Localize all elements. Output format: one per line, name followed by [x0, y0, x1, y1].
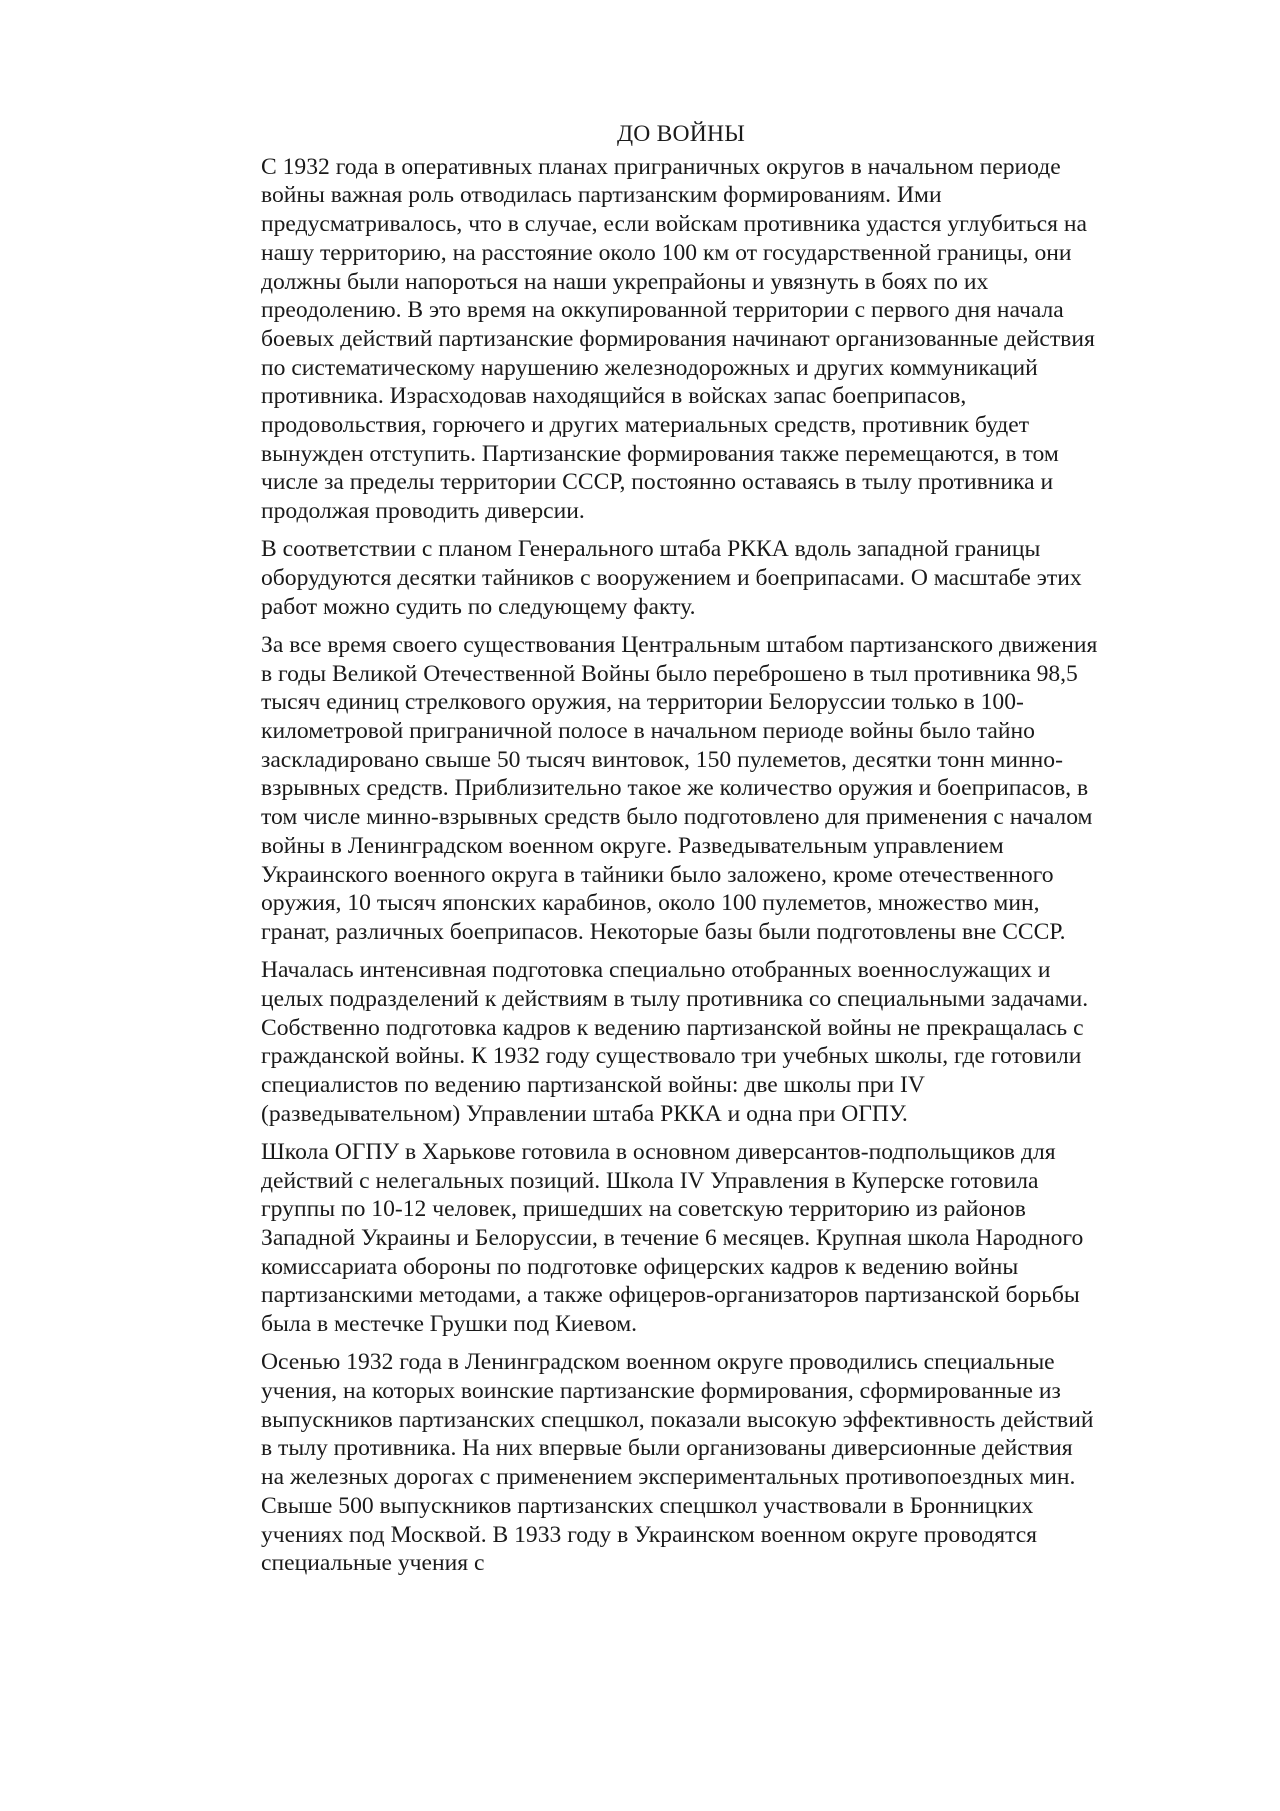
- paragraph: С 1932 года в оперативных планах приграничных округов в начальном периоде войны важная роль отводилась партизанским формированиям. Ими предусматривалось, что в случае, если войскам противника удастся углубиться на нашу территорию, на расстояние около 100 км от государственной границы, они должны были напороться на наши укрепрайоны и увязнуть в боях по их преодолению. В это время на оккупированной территории с первого дня начала боевых действий партизанские формирования начинают организованные действия по систематическому нарушению железнодорожных и других коммуникаций противника. Израсходовав находящийся в войсках запас боеприпасов, продовольствия, горючего и других материальных средств, противник будет вынужден отступить. Партизанские формирования также перемещаются, в том числе за пределы территории СССР, постоянно оставаясь в тылу противника и продолжая проводить диверсии.: [261, 153, 1095, 525]
- paragraph: Началась интенсивная подготовка специально отобранных военнослужащих и целых подразделений к действиям в тылу противника со специальными задачами. Собственно подготовка кадров к ведению партизанской войны не прекращалась с гражданской войны. К 1932 году существовало три учебных школы, где готовили специалистов по ведению партизанской войны: две школы при IV (разведывательном) Управлении штаба РККА и одна при ОГПУ.: [261, 957, 1089, 1127]
- document-body: [261, 120, 1101, 1587]
- document-title: ДО ВОЙНЫ: [616, 121, 746, 147]
- paragraph: Школа ОГПУ в Харькове готовила в основном диверсантов-подпольщиков для действий с нелегальных позиций. Школа IV Управления в Куперске готовила группы по 10-12 человек, пришедших на советскую территорию из районов Западной Украины и Белоруссии, в течение 6 месяцев. Крупная школа Народного комиссариата обороны по подготовке офицерских кадров к ведению войны партизанскими методами, а также офицеров-организаторов партизанской борьбы была в местечке Грушки под Киевом.: [261, 1138, 1084, 1338]
- paragraph: Осенью 1932 года в Ленинградском военном округе проводились специальные учения, на которых воинские партизанские формирования, сформированные из выпускников партизанских спецшкол, показали высокую эффективность действий в тылу противника. На них впервые были организованы диверсионные действия на железных дорогах с применением экспериментальных противопоездных мин. Свыше 500 выпускников партизанских спецшкол участвовали в Бронницких учениях под Москвой. В 1933 году в Украинском военном округе проводятся специальные учения с: [261, 1349, 1094, 1577]
- paragraph: В соответствии с планом Генерального штаба РККА вдоль западной границы оборудуются десятки тайников с вооружением и боеприпасами. О масштабе этих работ можно судить по следующему факту.: [261, 536, 1082, 620]
- paragraph: За все время своего существования Центральным штабом партизанского движения в годы Великой Отечественной Войны было переброшено в тыл противника 98,5 тысяч единиц стрелкового оружия, на территории Белоруссии только в 100-километровой приграничной полосе в начальном периоде войны было тайно заскладировано свыше 50 тысяч винтовок, 150 пулеметов, десятки тонн минно-взрывных средств. Приблизительно такое же количество оружия и боеприпасов, в том числе минно-взрывных средств было подготовлено для применения с началом войны в Ленинградском военном округе. Разведывательным управлением Украинского военного округа в тайники было заложено, кроме отечественного оружия, 10 тысяч японских карабинов, около 100 пулеметов, множество мин, гранат, различных боеприпасов. Некоторые базы были подготовлены вне СССР.: [261, 631, 1098, 945]
